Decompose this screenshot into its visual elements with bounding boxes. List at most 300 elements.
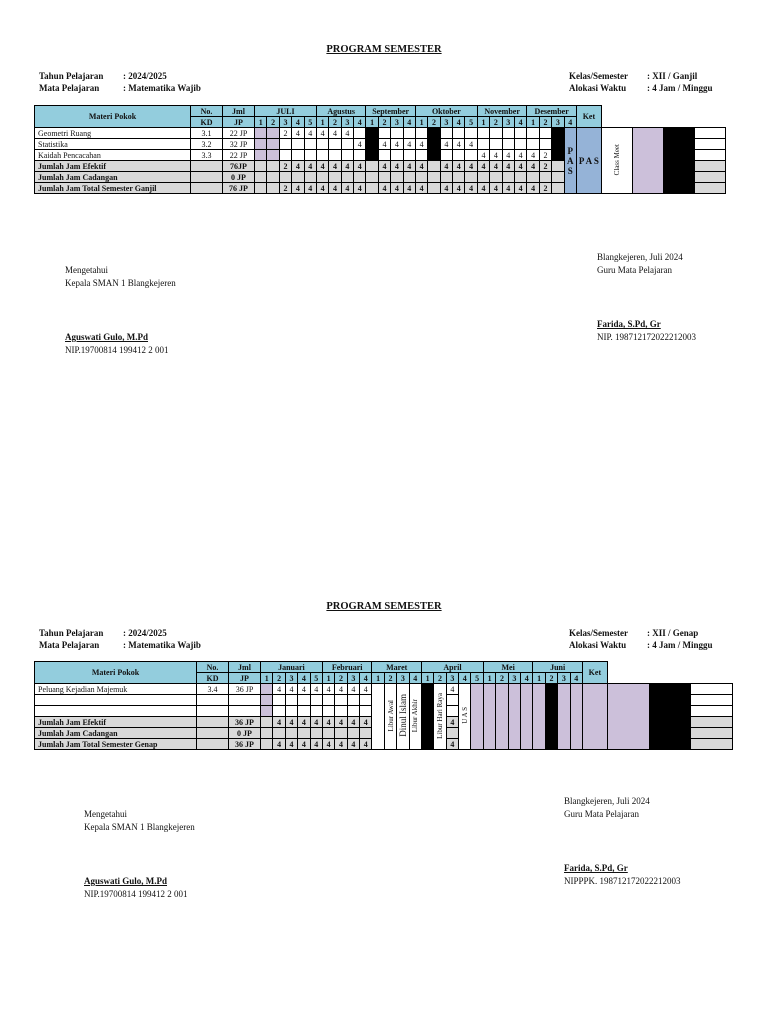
- week-cell: 4: [514, 183, 526, 194]
- class-meet-label: Class Meet: [612, 143, 621, 176]
- week-number: 3: [347, 673, 359, 684]
- break-cell: [366, 161, 378, 172]
- week-number: 4: [409, 673, 421, 684]
- week-number: 4: [570, 673, 582, 684]
- month-header: Agustus: [316, 106, 366, 117]
- week-number: 2: [335, 673, 347, 684]
- week-cell: 4: [310, 684, 322, 695]
- week-cell: 4: [310, 717, 322, 728]
- week-cell: [341, 139, 353, 150]
- week-cell: [378, 150, 390, 161]
- week-number: 1: [316, 117, 328, 128]
- week-cell: 4: [335, 739, 347, 750]
- kd-cell: 3.2: [191, 139, 223, 150]
- week-cell: [255, 139, 267, 150]
- break-cell: [649, 684, 691, 750]
- ket-cell: [691, 717, 733, 728]
- week-cell: 4: [341, 183, 353, 194]
- week-cell: [285, 728, 297, 739]
- kd-cell: [197, 695, 229, 706]
- week-cell: 4: [335, 684, 347, 695]
- week-cell: 4: [341, 128, 353, 139]
- week-number: 1: [366, 117, 378, 128]
- alokasi-value: : 4 Jam / Minggu: [647, 83, 713, 93]
- exam-cell: [521, 684, 533, 750]
- exam-cell: [570, 684, 582, 750]
- week-cell: [490, 139, 502, 150]
- week-cell: [391, 150, 403, 161]
- ket-cell: [691, 684, 733, 695]
- week-cell: 4: [378, 139, 390, 150]
- holiday-label: Libur Awal: [386, 699, 395, 732]
- break-cell: [552, 183, 564, 194]
- week-number: 3: [440, 117, 452, 128]
- week-cell: [310, 695, 322, 706]
- break-cell: [366, 150, 378, 161]
- jp-cell: 36 JP: [229, 739, 261, 750]
- week-number: 3: [391, 117, 403, 128]
- week-number: 3: [552, 117, 564, 128]
- week-cell: [322, 728, 334, 739]
- materi-cell: Jumlah Jam Cadangan: [35, 728, 197, 739]
- guru-title: Guru Mata Pelajaran: [597, 265, 672, 275]
- week-cell: [273, 695, 285, 706]
- kepala-title: Kepala SMAN 1 Blangkejeren: [65, 278, 176, 288]
- week-cell: 4: [292, 183, 304, 194]
- week-cell: [304, 150, 316, 161]
- week-number: 1: [372, 673, 384, 684]
- week-cell: [360, 706, 372, 717]
- week-cell: [292, 150, 304, 161]
- holiday-cell: [409, 684, 421, 750]
- week-number: 1: [527, 117, 539, 128]
- week-number: 5: [465, 117, 477, 128]
- week-number: 1: [533, 673, 545, 684]
- month-header: November: [477, 106, 527, 117]
- place-date: Blangkejeren, Juli 2024: [564, 796, 650, 806]
- ket-cell: [694, 150, 725, 161]
- week-cell: 4: [378, 183, 390, 194]
- week-cell: [329, 139, 341, 150]
- month-header: September: [366, 106, 416, 117]
- month-header: Februari: [322, 662, 372, 673]
- mapel-value: : Matematika Wajib: [123, 640, 201, 650]
- week-cell: [360, 728, 372, 739]
- week-cell: [378, 128, 390, 139]
- break-cell: [421, 684, 433, 750]
- week-cell: 4: [329, 161, 341, 172]
- week-cell: [310, 728, 322, 739]
- week-cell: 4: [292, 128, 304, 139]
- week-number: 1: [477, 117, 489, 128]
- mapel-label: Mata Pelajaran: [39, 83, 100, 93]
- week-cell: 4: [514, 150, 526, 161]
- holiday-label: Libur Akhir: [411, 698, 420, 733]
- week-number: 3: [285, 673, 297, 684]
- week-cell: 4: [329, 183, 341, 194]
- week-cell: 4: [347, 684, 359, 695]
- week-number: 2: [378, 117, 390, 128]
- week-cell: [378, 172, 390, 183]
- guru-nip: NIP. 198712172022212003: [597, 332, 697, 342]
- sign-right-genap: [564, 795, 681, 888]
- week-cell: [304, 139, 316, 150]
- week-cell: [261, 739, 273, 750]
- week-cell: 4: [446, 684, 458, 695]
- week-cell: [354, 128, 366, 139]
- kd-cell: [197, 739, 229, 750]
- week-cell: [440, 128, 452, 139]
- week-cell: [322, 706, 334, 717]
- week-cell: 4: [378, 161, 390, 172]
- col-ket-header: Ket: [582, 662, 607, 684]
- info-right-genap: [569, 627, 713, 651]
- week-cell: [255, 150, 267, 161]
- sign-left-genap: [84, 808, 195, 901]
- week-cell: 4: [502, 183, 514, 194]
- break-cell: [552, 128, 564, 139]
- col-materi-header: Materi Pokok: [35, 662, 197, 684]
- week-number: 2: [273, 673, 285, 684]
- week-cell: [527, 172, 539, 183]
- week-cell: [261, 717, 273, 728]
- materi-cell: [35, 695, 197, 706]
- info-left-ganjil: [39, 70, 201, 94]
- holiday-cell: [397, 684, 409, 750]
- ket-cell: [694, 172, 725, 183]
- week-cell: 4: [316, 161, 328, 172]
- week-cell: [490, 172, 502, 183]
- materi-cell: [35, 706, 197, 717]
- week-cell: [453, 150, 465, 161]
- tahun-value: : 2024/2025: [123, 71, 167, 81]
- week-cell: 4: [292, 161, 304, 172]
- col-kd-header: KD: [191, 117, 223, 128]
- week-cell: 4: [453, 139, 465, 150]
- week-cell: 4: [502, 161, 514, 172]
- holiday-label: Libur Hari Raya: [436, 692, 445, 739]
- tahun-label: Tahun Pelajaran: [39, 71, 104, 81]
- week-cell: [539, 139, 551, 150]
- week-cell: [285, 706, 297, 717]
- week-cell: [453, 172, 465, 183]
- week-cell: [415, 172, 427, 183]
- break-cell: [428, 172, 440, 183]
- table-row: [35, 128, 726, 139]
- week-cell: 2: [279, 128, 291, 139]
- week-number: 2: [267, 117, 279, 128]
- week-number: 2: [545, 673, 557, 684]
- week-cell: 2: [539, 150, 551, 161]
- kepala-name: Aguswati Gulo, M.Pd: [84, 876, 168, 886]
- kd-cell: [197, 717, 229, 728]
- week-cell: [514, 172, 526, 183]
- kelas-value: : XII / Ganjil: [647, 71, 698, 81]
- jp-cell: 32 JP: [223, 139, 255, 150]
- week-cell: [465, 128, 477, 139]
- week-cell: 4: [465, 183, 477, 194]
- week-cell: [316, 172, 328, 183]
- week-number: 1: [322, 673, 334, 684]
- week-cell: [261, 706, 273, 717]
- week-cell: 4: [360, 684, 372, 695]
- week-cell: 4: [440, 139, 452, 150]
- week-number: 1: [261, 673, 273, 684]
- week-number: 2: [490, 117, 502, 128]
- place-date: Blangkejeren, Juli 2024: [597, 252, 683, 262]
- col-jp-header: JP: [229, 673, 261, 684]
- program-table-genap: [34, 661, 733, 750]
- week-number: 3: [341, 117, 353, 128]
- jp-cell: 76 JP: [223, 183, 255, 194]
- week-cell: 4: [273, 739, 285, 750]
- holiday-label: Dinul Islam: [397, 694, 408, 737]
- ket-cell: [691, 706, 733, 717]
- week-cell: [316, 150, 328, 161]
- week-cell: [514, 128, 526, 139]
- week-cell: 4: [316, 128, 328, 139]
- week-cell: [261, 695, 273, 706]
- week-number: 2: [496, 673, 508, 684]
- week-number: 1: [415, 117, 427, 128]
- week-cell: [465, 150, 477, 161]
- week-number: 4: [564, 117, 576, 128]
- week-cell: [279, 139, 291, 150]
- week-cell: 4: [527, 150, 539, 161]
- month-header: Desember: [527, 106, 577, 117]
- week-cell: 4: [403, 139, 415, 150]
- week-cell: [292, 139, 304, 150]
- week-cell: [347, 695, 359, 706]
- holiday-label: U A S: [460, 707, 469, 724]
- week-cell: [267, 150, 279, 161]
- week-number: 1: [255, 117, 267, 128]
- guru-name: Farida, S.Pd, Gr: [564, 863, 628, 873]
- month-header: April: [421, 662, 483, 673]
- week-cell: [267, 161, 279, 172]
- jp-cell: 22 JP: [223, 150, 255, 161]
- week-cell: 4: [360, 717, 372, 728]
- break-cell: [552, 150, 564, 161]
- week-cell: [261, 684, 273, 695]
- week-cell: [527, 139, 539, 150]
- week-cell: [391, 128, 403, 139]
- week-cell: 4: [490, 150, 502, 161]
- ket-cell: [691, 739, 733, 750]
- week-cell: 4: [354, 161, 366, 172]
- week-cell: 4: [298, 739, 310, 750]
- break-cell: [428, 150, 440, 161]
- week-cell: 4: [403, 161, 415, 172]
- week-cell: [267, 183, 279, 194]
- kd-cell: [197, 728, 229, 739]
- week-cell: 4: [310, 739, 322, 750]
- col-materi-header: Materi Pokok: [35, 106, 191, 128]
- month-header: JULI: [255, 106, 317, 117]
- holiday-cell: [459, 684, 471, 750]
- week-cell: [285, 695, 297, 706]
- week-cell: [310, 706, 322, 717]
- info-right-ganjil: [569, 70, 713, 94]
- kepala-nip: NIP.19700814 199412 2 001: [84, 889, 188, 899]
- jp-cell: 36 JP: [229, 684, 261, 695]
- sign-left-ganjil: [65, 264, 176, 357]
- week-number: 2: [434, 673, 446, 684]
- mengetahui-label: Mengetahui: [65, 265, 108, 275]
- exam-cell: [558, 684, 570, 750]
- exam-cell: [496, 684, 508, 750]
- week-cell: 4: [453, 183, 465, 194]
- week-number: 4: [298, 673, 310, 684]
- col-jml-header: Jml: [223, 106, 255, 117]
- week-cell: 4: [341, 161, 353, 172]
- guru-title: Guru Mata Pelajaran: [564, 809, 639, 819]
- jp-cell: 76JP: [223, 161, 255, 172]
- kd-cell: 3.4: [197, 684, 229, 695]
- week-cell: [446, 695, 458, 706]
- jp-cell: 36 JP: [229, 717, 261, 728]
- week-cell: [477, 128, 489, 139]
- week-number: 4: [453, 117, 465, 128]
- week-cell: 4: [285, 739, 297, 750]
- week-cell: 4: [347, 739, 359, 750]
- holiday-cell: [632, 128, 663, 194]
- week-cell: [335, 706, 347, 717]
- week-cell: 2: [539, 161, 551, 172]
- materi-cell: Jumlah Jam Total Semester Genap: [35, 739, 197, 750]
- col-no-header: No.: [191, 106, 223, 117]
- week-cell: [415, 150, 427, 161]
- week-number: 4: [360, 673, 372, 684]
- week-cell: 4: [514, 161, 526, 172]
- ket-cell: [694, 161, 725, 172]
- week-cell: [261, 728, 273, 739]
- materi-cell: Jumlah Jam Efektif: [35, 161, 191, 172]
- week-cell: [354, 150, 366, 161]
- mapel-value: : Matematika Wajib: [123, 83, 201, 93]
- ket-cell: [694, 139, 725, 150]
- holiday-cell: [434, 684, 446, 750]
- week-cell: 4: [360, 739, 372, 750]
- week-cell: [273, 728, 285, 739]
- month-header: Oktober: [415, 106, 477, 117]
- info-left-genap: [39, 627, 201, 651]
- week-cell: [502, 139, 514, 150]
- month-header: Maret: [372, 662, 422, 673]
- week-cell: 4: [446, 739, 458, 750]
- pas-cell: P A S: [564, 128, 576, 194]
- week-cell: [341, 172, 353, 183]
- week-number: 5: [310, 673, 322, 684]
- week-cell: 4: [502, 150, 514, 161]
- exam-cell: [607, 684, 649, 750]
- week-cell: [514, 139, 526, 150]
- exam-cell: [471, 684, 483, 750]
- ket-cell: [691, 728, 733, 739]
- week-cell: 4: [298, 684, 310, 695]
- week-cell: 4: [490, 183, 502, 194]
- page-title-genap: PROGRAM SEMESTER: [326, 601, 442, 612]
- week-cell: 4: [304, 161, 316, 172]
- week-cell: [335, 695, 347, 706]
- week-number: 4: [521, 673, 533, 684]
- week-cell: [440, 150, 452, 161]
- week-number: 2: [428, 117, 440, 128]
- break-cell: [366, 139, 378, 150]
- week-cell: [292, 172, 304, 183]
- week-cell: [453, 128, 465, 139]
- week-cell: [360, 695, 372, 706]
- week-cell: [273, 706, 285, 717]
- class-meet-cell: [601, 128, 632, 194]
- week-number: 4: [403, 117, 415, 128]
- week-cell: 4: [273, 717, 285, 728]
- break-cell: [552, 139, 564, 150]
- kepala-nip: NIP.19700814 199412 2 001: [65, 345, 169, 355]
- week-cell: [477, 139, 489, 150]
- week-cell: 4: [322, 717, 334, 728]
- program-table-ganjil: [34, 105, 726, 194]
- week-number: 1: [483, 673, 495, 684]
- break-cell: [428, 139, 440, 150]
- week-number: 4: [354, 117, 366, 128]
- jp-cell: 0 JP: [229, 728, 261, 739]
- break-cell: [366, 128, 378, 139]
- week-cell: 4: [465, 139, 477, 150]
- week-number: 2: [329, 117, 341, 128]
- week-cell: 4: [527, 161, 539, 172]
- jp-cell: 0 JP: [223, 172, 255, 183]
- materi-cell: Geometri Ruang: [35, 128, 191, 139]
- week-cell: 4: [477, 183, 489, 194]
- week-cell: [440, 172, 452, 183]
- week-cell: [347, 706, 359, 717]
- col-jp-header: JP: [223, 117, 255, 128]
- materi-cell: Statistika: [35, 139, 191, 150]
- break-cell: [372, 684, 384, 750]
- kd-cell: 3.3: [191, 150, 223, 161]
- week-cell: 4: [335, 717, 347, 728]
- break-cell: [428, 161, 440, 172]
- week-number: 3: [397, 673, 409, 684]
- guru-nip: NIPPPK. 198712172022212003: [564, 876, 681, 886]
- week-cell: [415, 128, 427, 139]
- week-number: 4: [459, 673, 471, 684]
- week-cell: [465, 172, 477, 183]
- week-cell: 4: [298, 717, 310, 728]
- week-cell: 2: [539, 183, 551, 194]
- alokasi-label: Alokasi Waktu: [569, 640, 627, 650]
- ket-cell: [691, 695, 733, 706]
- week-number: 2: [539, 117, 551, 128]
- kd-cell: [191, 172, 223, 183]
- table-row: [35, 684, 733, 695]
- week-cell: [279, 172, 291, 183]
- week-cell: [446, 728, 458, 739]
- break-cell: [552, 161, 564, 172]
- week-number: 5: [304, 117, 316, 128]
- week-cell: 4: [304, 128, 316, 139]
- week-cell: 4: [391, 161, 403, 172]
- week-cell: [298, 706, 310, 717]
- week-cell: [446, 706, 458, 717]
- week-cell: [316, 139, 328, 150]
- exam-cell: [483, 684, 495, 750]
- ket-cell: [694, 128, 725, 139]
- week-number: 1: [421, 673, 433, 684]
- week-cell: 4: [347, 717, 359, 728]
- guru-name: Farida, S.Pd, Gr: [597, 319, 661, 329]
